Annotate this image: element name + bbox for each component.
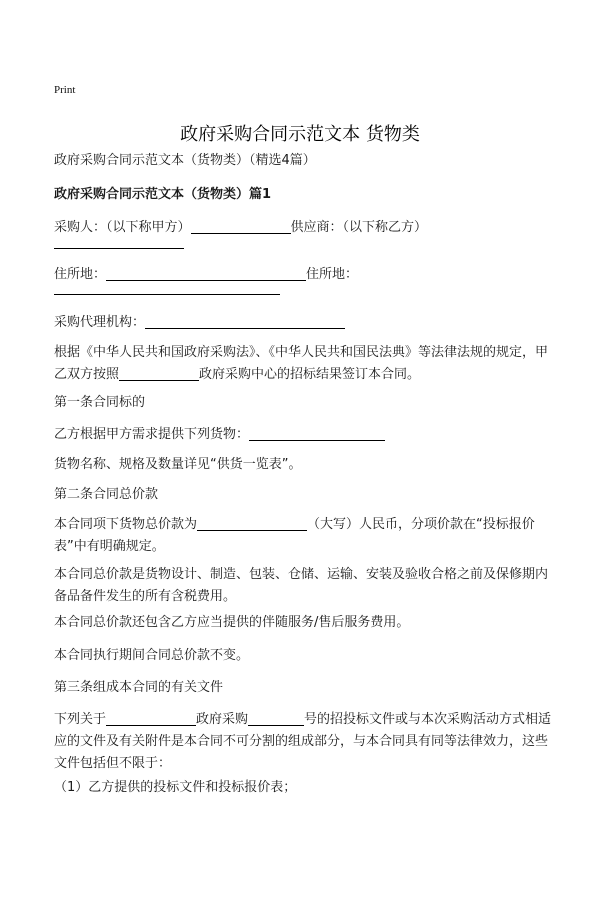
address-blank-1 — [106, 265, 306, 281]
basis-text-1: 根据《中华人民共和国政府采购法》、《中华人民共和国民法典》等法律法规的规定，甲乙双方按照 — [54, 345, 549, 382]
article2-title: 第二条合同总价款 — [54, 487, 159, 502]
basis-text-2: 政府采购中心的招标结果签订本合同。 — [199, 367, 421, 382]
print-label[interactable]: Print — [54, 84, 76, 96]
article2-p1b: （大写）人民币，分项价款在“投标报价表”中有明确规定。 — [54, 517, 535, 554]
article2-paragraph1 — [54, 514, 554, 558]
article1-line1 — [54, 424, 554, 446]
purchaser-label: 采购人：（以下称甲方） — [54, 220, 191, 235]
address-label-1: 住所地： — [54, 267, 107, 282]
purchaser-blank — [191, 218, 291, 234]
article3-item1: （1）乙方提供的投标文件和投标报价表； — [54, 780, 297, 795]
address-line — [54, 264, 554, 286]
purchaser-line — [54, 217, 554, 239]
address-label-2: 住所地： — [306, 267, 359, 282]
article1-line2: 货物名称、规格及数量详见“供货一览表”。 — [54, 457, 302, 472]
supplier-label: 供应商：（以下称乙方） — [290, 220, 428, 235]
article3-blank-2 — [248, 710, 304, 726]
agency-label: 采购代理机构： — [54, 315, 146, 330]
article1-line1-text: 乙方根据甲方需求提供下列货物： — [54, 427, 250, 442]
article2-paragraph4: 本合同执行期间合同总价款不变。 — [54, 648, 250, 663]
section-heading: 政府采购合同示范文本（货物类）篇1 — [54, 187, 272, 202]
article2-paragraph3: 本合同总价款还包含乙方应当提供的伴随服务/售后服务费用。 — [54, 615, 410, 630]
agency-line — [54, 312, 554, 334]
article1-blank — [249, 425, 385, 441]
article3-p1b: 政府采购 — [196, 712, 249, 727]
article3-blank-1 — [106, 710, 196, 726]
article3-paragraph1 — [54, 709, 554, 775]
article3-p1a: 下列关于 — [54, 712, 107, 727]
article1-title: 第一条合同标的 — [54, 395, 146, 410]
article3-title: 第三条组成本合同的有关文件 — [54, 680, 224, 695]
article2-blank — [197, 515, 307, 531]
basis-paragraph — [54, 342, 554, 386]
document-title: 政府采购合同示范文本 货物类 — [180, 124, 420, 145]
agency-blank — [145, 313, 345, 329]
article2-p1a: 本合同项下货物总价款为 — [54, 517, 198, 532]
document-subtitle: 政府采购合同示范文本（货物类）（精选4篇） — [54, 153, 316, 168]
supplier-blank — [54, 248, 184, 249]
article3-p1c: 号的招投标文件或与本次采购活动方式相适应的文件及有关附件是本合同不可分割的组成部分，与本合同具有同等法律效力，这些文件包括但不限于： — [54, 712, 552, 771]
basis-blank — [119, 365, 199, 381]
article2-paragraph2: 本合同总价款是货物设计、制造、包装、仓储、运输、安装及验收合格之前及保修期内备品备件发生的所有含税费用。 — [54, 567, 549, 604]
address-blank-2 — [54, 294, 280, 295]
